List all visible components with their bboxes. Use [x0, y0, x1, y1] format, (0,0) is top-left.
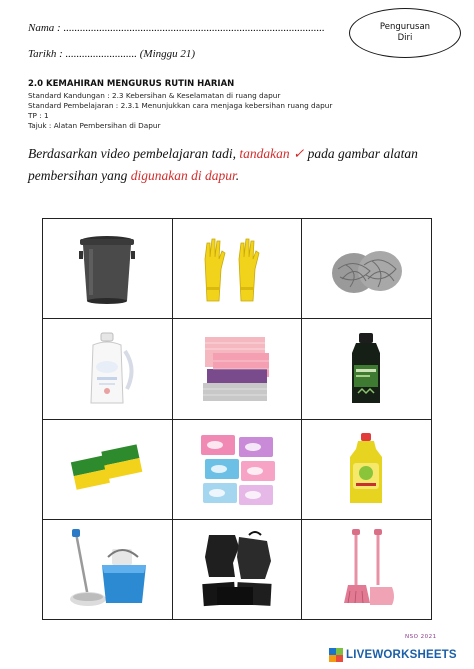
baby-powder-icon	[67, 329, 147, 409]
broom-dustpan-icon	[326, 527, 406, 611]
item-cell[interactable]	[172, 419, 302, 519]
grid-row	[43, 219, 432, 319]
liveworksheets-brand: LIVEWORKSHEETS	[346, 649, 457, 661]
dish-soap-icon	[326, 429, 406, 509]
spin-mop-icon	[62, 527, 152, 611]
instruction-text: pembersihan yang	[28, 168, 131, 183]
instruction-highlight-kitchen: digunakan di dapur	[130, 168, 236, 183]
subject-badge	[349, 8, 461, 58]
item-cell[interactable]	[172, 219, 302, 319]
rubber-gloves-icon	[197, 229, 277, 309]
steel-wool-icon	[326, 229, 406, 309]
item-cell[interactable]	[302, 519, 432, 619]
item-cell[interactable]	[43, 219, 173, 319]
name-field-line: Nama : ...............................................................................................	[28, 22, 325, 34]
liveworksheets-logo-icon	[329, 648, 343, 662]
instruction-line-2	[28, 168, 239, 184]
instruction-text: Berdasarkan video pembelajaran tadi,	[28, 146, 240, 161]
item-cell[interactable]	[302, 219, 432, 319]
item-cell[interactable]	[43, 419, 173, 519]
cleaning-cloths-icon	[197, 329, 277, 409]
instruction-highlight-tick: tandakan ✓	[239, 146, 305, 161]
garbage-bags-icon	[195, 527, 279, 611]
tp-level: TP : 1	[28, 111, 49, 120]
grid-row	[43, 419, 432, 519]
item-cell[interactable]	[172, 519, 302, 619]
worksheet-stamp: NSO 2021	[405, 634, 437, 640]
lesson-topic: Tajuk : Alatan Pembersihan di Dapur	[28, 121, 161, 130]
item-cell[interactable]	[43, 319, 173, 419]
date-field-line: Tarikh : .......................... (Minggu 21)	[28, 48, 196, 60]
item-cell[interactable]	[172, 319, 302, 419]
standard-pembelajaran: Standard Pembelajaran : 2.3.1 Menunjukkan cara menjaga kebersihan ruang dapur	[28, 101, 333, 110]
liveworksheets-logo[interactable]	[329, 647, 457, 663]
item-cell[interactable]	[302, 319, 432, 419]
scrub-sponge-icon	[67, 429, 147, 509]
item-cell[interactable]	[302, 419, 432, 519]
instruction-line-1	[28, 146, 418, 162]
lesson-heading: 2.0 KEMAHIRAN MENGURUS RUTIN HARIAN	[28, 79, 235, 89]
instruction-text: pada gambar alatan	[304, 146, 418, 161]
shampoo-bottle-icon	[326, 329, 406, 409]
instruction-text: .	[235, 168, 240, 183]
soap-bars-icon	[195, 429, 279, 509]
item-cell[interactable]	[43, 519, 173, 619]
subject-badge-line1: Pengurusan	[379, 22, 431, 32]
grid-row	[43, 319, 432, 419]
grid-row	[43, 519, 432, 619]
standard-kandungan: Standard Kandungan : 2.3 Kebersihan & Keselamatan di ruang dapur	[28, 91, 281, 100]
subject-badge-line2: Diri	[397, 33, 413, 43]
trash-bin-icon	[67, 229, 147, 309]
cleaning-items-grid	[42, 218, 432, 620]
